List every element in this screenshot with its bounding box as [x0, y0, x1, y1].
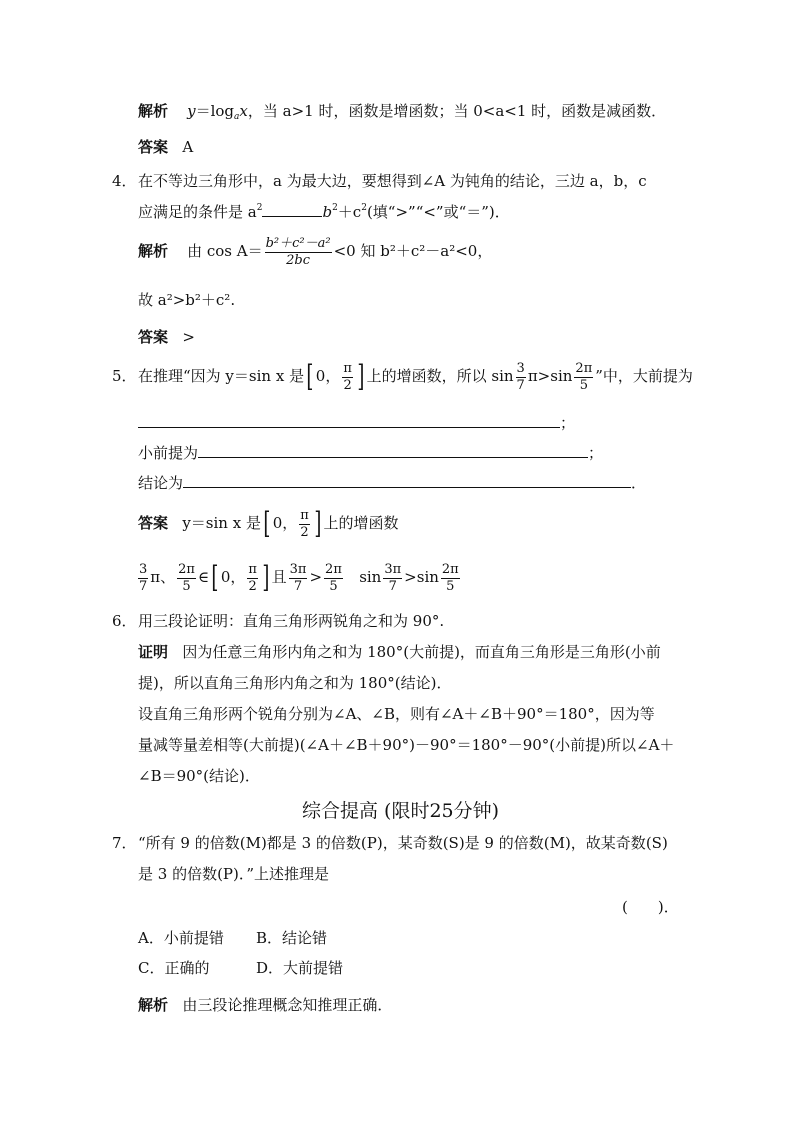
q5-frac-pi2-num: π [343, 360, 352, 376]
q5-a2-bracket-right: ] [262, 560, 270, 595]
q5-a2-gt1: > [309, 568, 323, 586]
q5-frac-2pi5-num: 2π [575, 360, 593, 376]
q4-answer-value: > [182, 328, 195, 346]
q7-analysis-text: 由三段论推理概念知推理正确． [182, 996, 393, 1014]
q5-conclusion-label: 结论为 [138, 474, 184, 492]
q5-a2-frac-pi2-num: π [248, 561, 257, 577]
q5-a2-and: 且 [271, 568, 287, 586]
q5-bracket-right: ] [357, 359, 365, 394]
q5-frac-pi2-den: 2 [343, 377, 352, 393]
q4-analysis-pre: 由 cos A＝ [187, 242, 263, 260]
q5-frac-37 [516, 361, 526, 394]
q5-text-a: 在推理“因为 y＝sin x 是 [138, 367, 305, 385]
q5-minor-label: 小前提为 [138, 444, 199, 462]
q5-a2-frac-pi2 [247, 562, 258, 595]
q5-bracket-left: [ [306, 359, 314, 394]
q5-minor-blank[interactable] [198, 443, 588, 458]
q5-a2-sep: 、 [160, 568, 176, 586]
q4-conclusion: 故 a²>b²＋c². [138, 291, 236, 309]
q4-number: 4． [112, 172, 137, 190]
q5-answer-label: 答案 [138, 514, 169, 532]
q6-proof-label: 证明 [138, 643, 169, 661]
q5-conclusion-blank[interactable] [183, 473, 631, 488]
q4-analysis-post: <0 知 b²＋c²－a²<0， [333, 242, 493, 260]
q3-analysis [138, 101, 666, 121]
q5-frac-2pi5 [574, 361, 593, 394]
q6-p2: 提)，所以直角三角形内角之和为 180°(结论)． [138, 674, 452, 692]
q5-frac-pi2 [342, 361, 353, 394]
q5-a2-sin2: sin [416, 568, 439, 586]
q6-proof-line1 [138, 642, 661, 662]
q5-conclusion-period: ． [631, 474, 647, 492]
q6-p5: ∠B＝90°(结论)． [138, 767, 260, 785]
q5-answer-bracket-right: ] [314, 506, 322, 541]
q6-number: 6． [112, 612, 137, 630]
q6-p3: 设直角三角形两个锐角分别为∠A、∠B，则有∠A＋∠B＋90°＝180°，因为等 [138, 705, 655, 723]
q5-a2-frac-2pi5c-num: 2π [441, 561, 459, 577]
q4-line2-a: 应满足的条件是 a [138, 203, 257, 221]
q5-a2-frac-2pi5b-den: 5 [329, 578, 338, 594]
q4-frac-den: 2bc [286, 252, 311, 268]
q4-analysis [138, 231, 492, 271]
q7-paren: ( )． [622, 898, 679, 916]
q5-frac-2pi5-den: 5 [579, 377, 588, 393]
q5-answer-frac-pi2-num: π [300, 507, 309, 523]
q5-major-blank[interactable] [138, 413, 560, 428]
q5-answer-text-a: y＝sin x 是 [182, 514, 261, 532]
q5-a2-pi: π [150, 568, 161, 586]
q5-a2-zero: 0， [220, 568, 246, 586]
q5-answer-frac-pi2 [299, 508, 310, 541]
q7-option-a[interactable]: A．小前提错 [138, 929, 224, 947]
q5-a2-frac-pi2-den: 2 [248, 578, 257, 594]
q6-p1: 因为任意三角形内角之和为 180°(大前提)，而直角三角形是三角形(小前 [182, 643, 661, 661]
q7-option-b[interactable]: B．结论错 [256, 929, 328, 947]
q4-analysis-label: 解析 [138, 242, 169, 260]
q5-a2-frac-37 [138, 562, 148, 595]
q6-title: 用三段论证明：直角三角形两锐角之和为 90°. [138, 612, 445, 630]
q7-option-c[interactable]: C．正确的 [138, 959, 210, 977]
q5-frac-37-num: 3 [516, 360, 525, 376]
q4-answer-label: 答案 [138, 328, 169, 346]
q5-a2-frac-3pi7-num: 3π [289, 561, 307, 577]
q5-a2-frac-3pi7 [289, 562, 308, 595]
q5-answer-line1 [138, 503, 399, 543]
q7-option-d[interactable]: D．大前提错 [256, 959, 344, 977]
q5-text-b: 上的增函数，所以 sin [366, 367, 514, 385]
q5-a2-frac-3pi7b-den: 7 [388, 578, 397, 594]
q4-blank[interactable] [262, 202, 322, 217]
q5-a2-sin1: sin [359, 568, 382, 586]
q5-a2-frac-3pi7b-num: 3π [384, 561, 402, 577]
q5-a2-frac-2pi5-den: 5 [182, 578, 191, 594]
q5-a2-belongs: ∈ [197, 568, 210, 586]
q5-a2-frac-2pi5 [177, 562, 196, 595]
q4-line2-c: 2 [332, 203, 338, 213]
q5-pi-after: π>sin [527, 367, 573, 385]
q3-analysis-y: y [187, 102, 196, 120]
q7-options-row1 [138, 928, 327, 948]
q4-line2-exp: 2 [256, 203, 263, 213]
q5-answer-bracket-left: [ [263, 506, 271, 541]
q3-analysis-label: 解析 [138, 102, 169, 120]
q5-line1 [138, 356, 693, 396]
q5-a2-frac-3pi7-den: 7 [293, 578, 303, 594]
q6-p4: 量减等量差相等(大前提)(∠A＋∠B＋90°)－90°＝180°－90°(小前提)所以∠A＋ [138, 736, 675, 754]
q4-line1: 在不等边三角形中，a 为最大边，要想得到∠A 为钝角的结论，三边 a，b，c [138, 172, 647, 190]
q5-a2-frac-3pi7b [383, 562, 402, 595]
q3-answer-value: A [182, 138, 194, 156]
q5-answer-zero: 0， [272, 514, 298, 532]
q5-minor-semi: ； [588, 444, 604, 462]
q4-line2-d: ＋c [337, 203, 362, 221]
q3-answer [138, 137, 193, 157]
q5-number: 5． [112, 367, 137, 385]
q5-interval-zero: 0， [315, 367, 341, 385]
q4-line2-e: 2 [361, 203, 367, 213]
q5-a2-frac-2pi5c-den: 5 [446, 578, 455, 594]
q7-analysis-label: 解析 [138, 996, 169, 1014]
q7-line1: “所有 9 的倍数(M)都是 3 的倍数(P)，某奇数(S)是 9 的倍数(M)，故某奇数(S) [138, 834, 668, 852]
q5-a2-frac-2pi5b-num: 2π [325, 561, 342, 577]
q7-number: 7． [112, 834, 137, 852]
q5-major-line [138, 413, 575, 433]
q7-options-row2 [138, 958, 343, 978]
q5-a2-frac-2pi5-num: 2π [178, 561, 195, 577]
q5-a2-gt2: > [404, 568, 417, 586]
section-title: 综合提高 (限时25分钟) [302, 800, 500, 822]
q4-line2-b: b [322, 203, 333, 221]
q5-minor-line [138, 443, 603, 463]
q5-a2-frac-37-den: 7 [139, 578, 148, 594]
q5-answer-frac-pi2-den: 2 [300, 524, 309, 540]
q7-line2: 是 3 的倍数(P)．”上述推理是 [138, 865, 330, 883]
q5-a2-bracket-left: [ [211, 560, 219, 595]
q7-analysis [138, 995, 392, 1015]
q4-frac-num: b²＋c²－a² [265, 235, 331, 251]
q5-text-c: ”中，大前提为 [595, 367, 693, 385]
q4-line2 [138, 202, 510, 222]
q3-analysis-base: a [234, 112, 240, 122]
q3-analysis-text: ，当 a>1 时，函数是增函数；当 0<a<1 时，函数是减函数． [247, 102, 667, 120]
q3-analysis-log: ＝log [195, 102, 235, 120]
q5-answer-line2 [136, 557, 462, 597]
q5-conclusion-line [138, 473, 646, 493]
q4-line2-f: (填“>”“<”或“＝”)． [366, 203, 510, 221]
q3-answer-label: 答案 [138, 138, 169, 156]
q5-major-semi: ； [560, 414, 576, 432]
q4-answer [138, 327, 195, 347]
q4-fraction [265, 236, 332, 269]
q5-a2-frac-2pi5c [441, 562, 460, 595]
q5-a2-frac-37-num: 3 [139, 561, 148, 577]
q3-analysis-x: x [239, 102, 248, 120]
q5-frac-37-den: 7 [516, 377, 525, 393]
q5-a2-frac-2pi5b [324, 562, 343, 595]
q5-answer-text-b: 上的增函数 [323, 514, 399, 532]
